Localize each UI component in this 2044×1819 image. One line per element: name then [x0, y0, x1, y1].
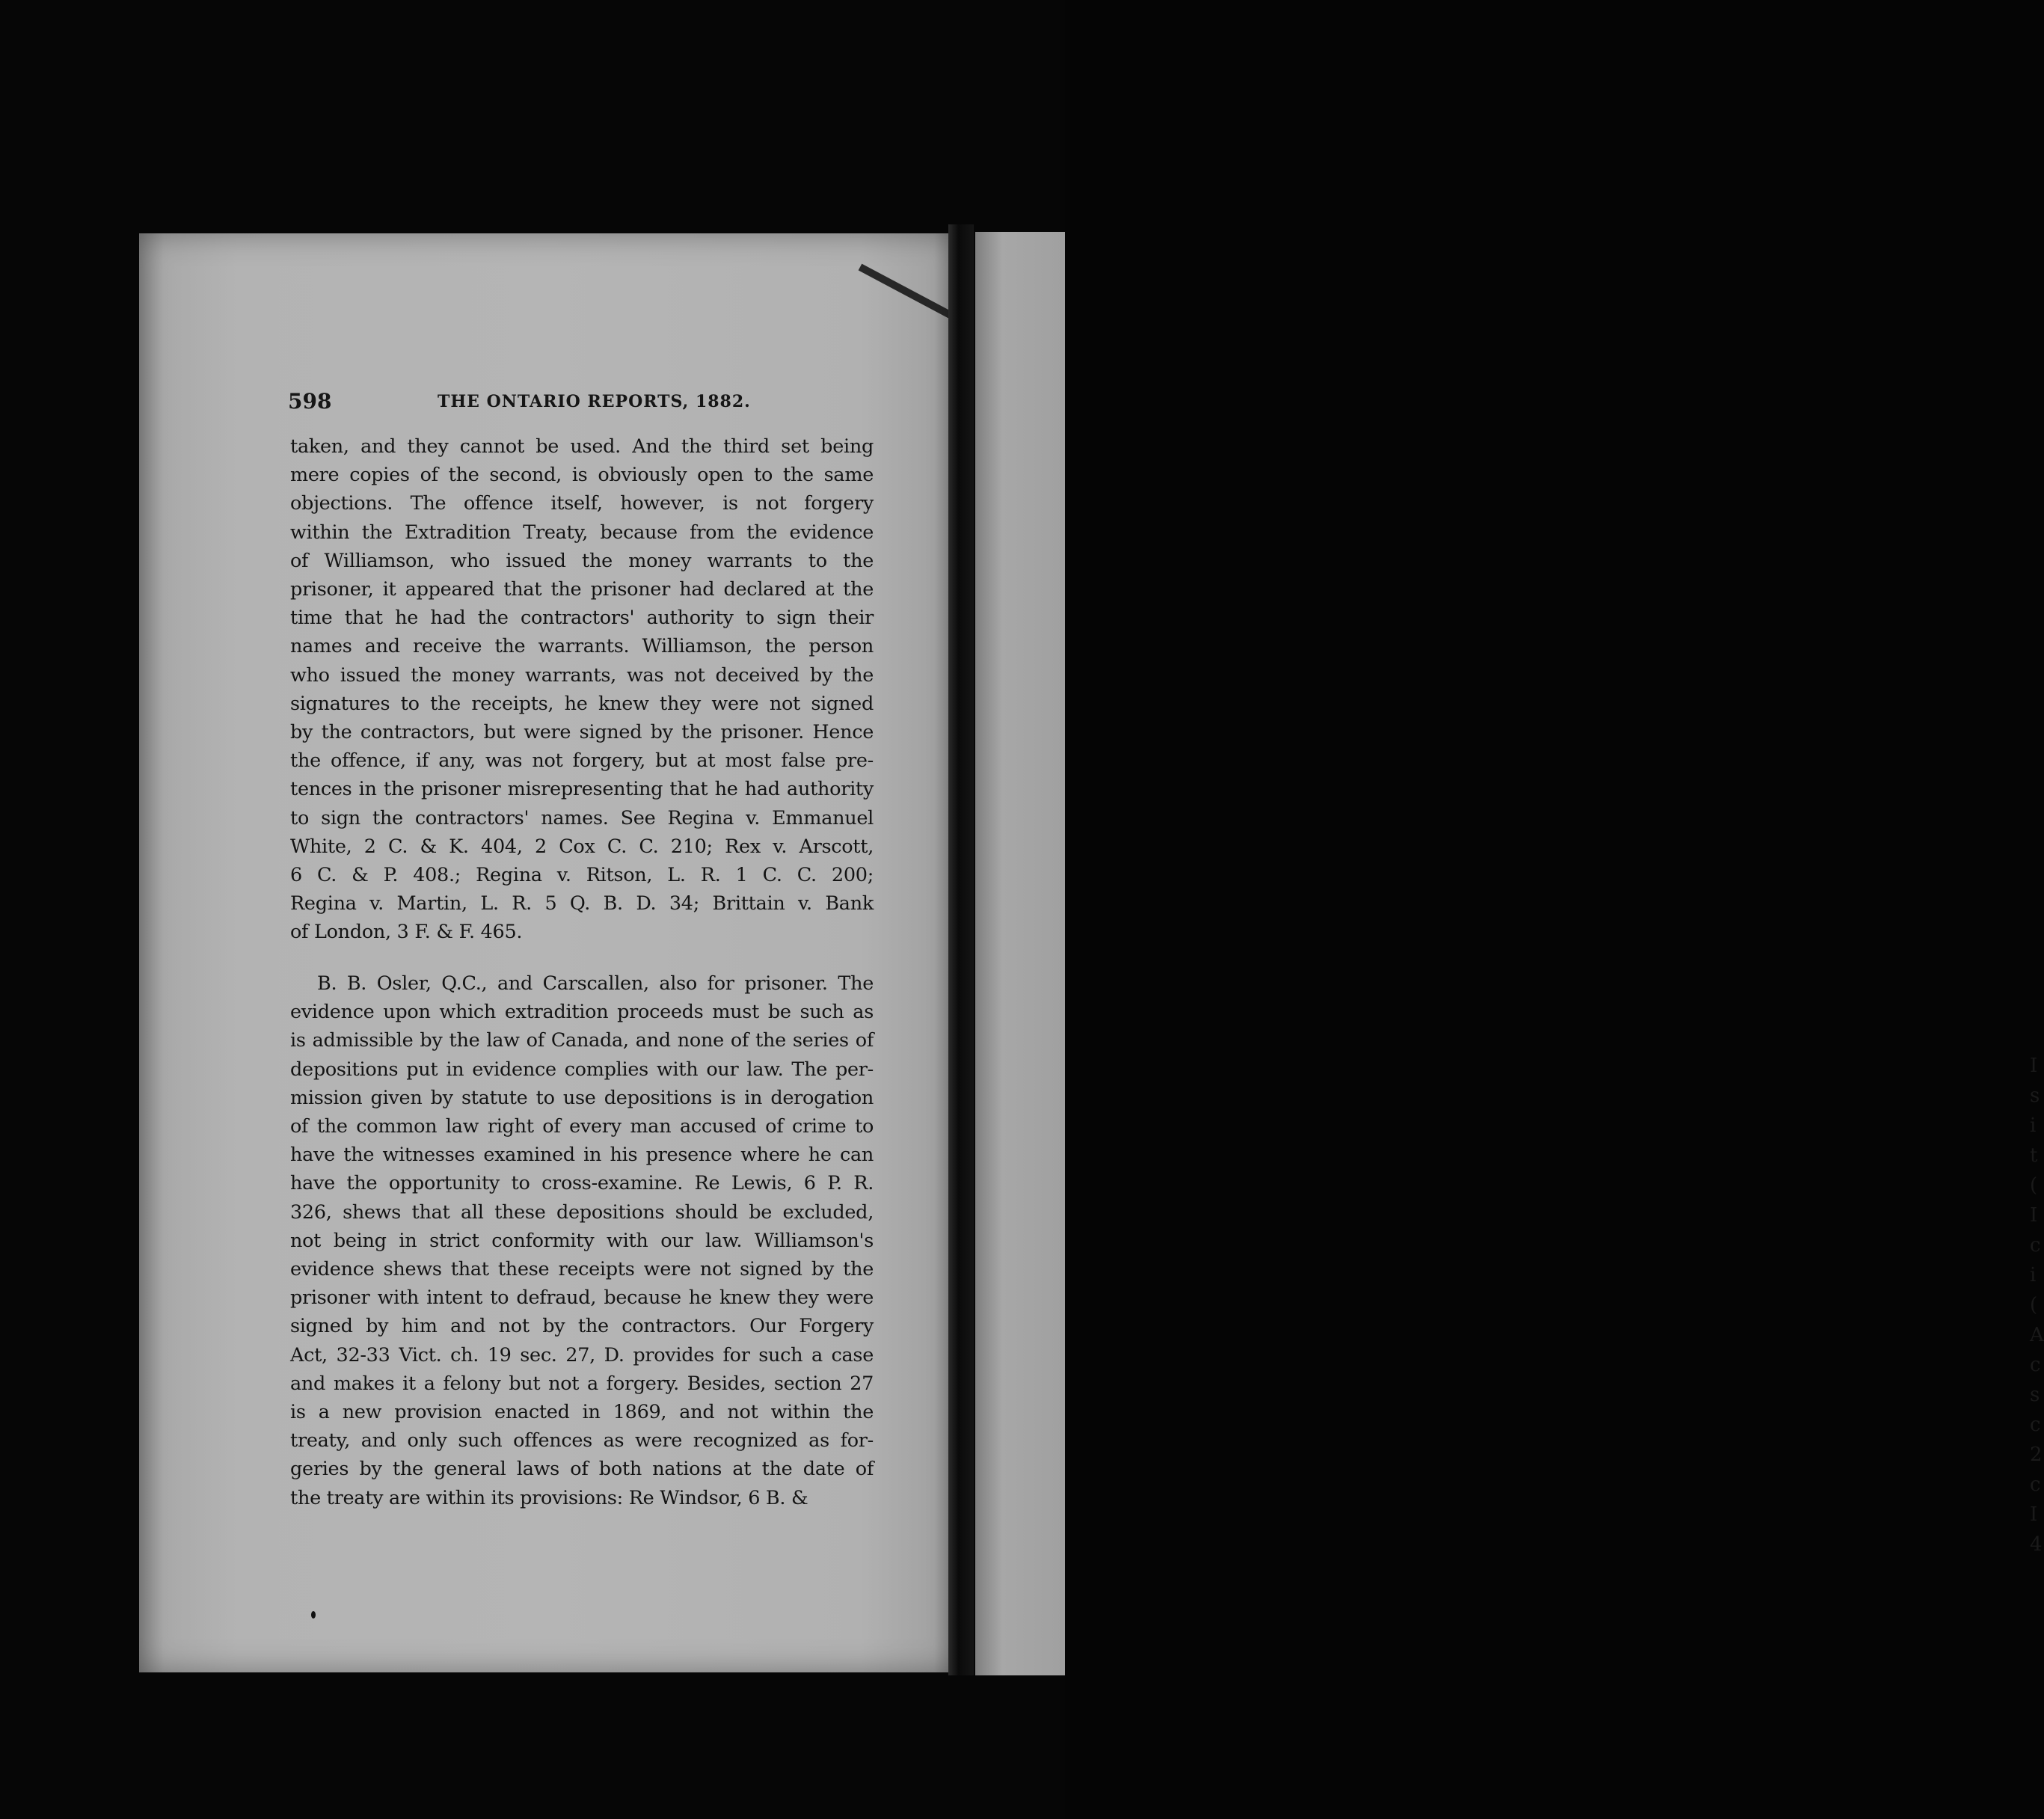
counsel-argument-paragraph: [290, 969, 874, 1512]
text-line: have the witnesses examined in his presence where he can: [290, 1144, 874, 1167]
text-line: is admissible by the law of Canada, and none of the series of: [290, 1029, 874, 1052]
adjacent-page-glyph: c: [2030, 1234, 2041, 1257]
adjacent-page-glyph: (: [2030, 1294, 2038, 1316]
adjacent-page-glyph: c: [2030, 1473, 2041, 1496]
text-line: within the Extradition Treaty, because from the evidence: [290, 521, 874, 544]
running-title: THE ONTARIO REPORTS, 1882.: [438, 392, 751, 411]
text-line: the offence, if any, was not forgery, but at most false pre-: [290, 749, 874, 773]
text-line: B. B. Osler, Q.C., and Carscallen, also for prisoner. The: [317, 972, 874, 995]
text-line: evidence shews that these receipts were not signed by the: [290, 1258, 874, 1281]
text-line: prisoner, it appeared that the prisoner had declared at the: [290, 578, 874, 601]
adjacent-page-glyph: t: [2030, 1144, 2038, 1167]
adjacent-page-glyph: (: [2030, 1174, 2038, 1197]
adjacent-page-edge-text: [2028, 232, 2044, 1675]
adjacent-page-glyph: s: [2030, 1384, 2040, 1406]
adjacent-page-glyph: A: [2030, 1324, 2044, 1346]
text-line: signed by him and not by the contractors. Our Forgery: [290, 1315, 874, 1338]
text-line: geries by the general laws of both nations at the date of: [290, 1458, 874, 1481]
text-line: and makes it a felony but not a forgery. Besides, section 27: [290, 1372, 874, 1395]
text-line: of the common law right of every man accused of crime to: [290, 1115, 874, 1138]
adjacent-page-glyph: I: [2030, 1503, 2038, 1526]
text-line: by the contractors, but were signed by the prisoner. Hence: [290, 721, 874, 744]
text-line: Act, 32-33 Vict. ch. 19 sec. 27, D. provides for such a case: [290, 1343, 874, 1366]
adjacent-page-glyph: 2: [2030, 1444, 2043, 1466]
adjacent-page-glyph: c: [2030, 1354, 2041, 1376]
text-line: Regina v. Martin, L. R. 5 Q. B. D. 34; Brittain v. Bank: [290, 892, 874, 915]
text-line: evidence upon which extradition proceeds must be such as: [290, 1001, 874, 1024]
text-line: time that he had the contractors' authority to sign their: [290, 607, 874, 630]
ink-speck: [311, 1611, 316, 1619]
text-line: who issued the money warrants, was not deceived by the: [290, 663, 874, 687]
adjacent-page-glyph: i: [2030, 1114, 2037, 1137]
text-line: the treaty are within its provisions: Re Windsor, 6 B. &: [290, 1486, 808, 1509]
text-line: have the opportunity to cross-examine. Re Lewis, 6 P. R.: [290, 1172, 874, 1195]
adjacent-page-glyph: i: [2030, 1264, 2037, 1286]
adjacent-page-glyph: I: [2030, 1204, 2038, 1227]
text-line: to sign the contractors' names. See Regina v. Emmanuel: [290, 806, 874, 829]
text-line: not being in strict conformity with our law. Williamson's: [290, 1229, 874, 1252]
adjacent-page-glyph: 4: [2030, 1533, 2043, 1556]
text-line: White, 2 C. & K. 404, 2 Cox C. C. 210; Rex v. Arscott,: [290, 835, 874, 858]
text-line: taken, and they cannot be used. And the third set being: [290, 435, 874, 458]
adjacent-page: [975, 232, 2044, 1675]
adjacent-page-glyph: I: [2030, 1055, 2038, 1077]
adjacent-page-glyph: c: [2030, 1414, 2041, 1436]
text-line: 326, shews that all these depositions should be excluded,: [290, 1200, 874, 1224]
text-line: of London, 3 F. & F. 465.: [290, 921, 523, 944]
text-line: treaty, and only such offences as were recognized as for-: [290, 1429, 874, 1453]
text-line: prisoner with intent to defraud, because he knew they were: [290, 1286, 874, 1310]
book-gutter: [948, 224, 974, 1675]
text-line: depositions put in evidence complies with our law. The per-: [290, 1058, 874, 1081]
adjacent-page-glyph: s: [2030, 1085, 2040, 1107]
page-number: 598: [288, 389, 332, 414]
text-line: 6 C. & P. 408.; Regina v. Ritson, L. R. 1 C. C. 200;: [290, 864, 874, 887]
text-line: tences in the prisoner misrepresenting that he had authority: [290, 778, 874, 801]
text-line: of Williamson, who issued the money warrants to the: [290, 549, 874, 572]
text-line: mission given by statute to use depositions is in derogation: [290, 1086, 874, 1109]
argument-paragraph: [290, 432, 874, 947]
text-line: names and receive the warrants. Williamson, the person: [290, 635, 874, 658]
text-line: mere copies of the second, is obviously open to the same: [290, 464, 874, 487]
text-line: is a new provision enacted in 1869, and not within the: [290, 1401, 874, 1424]
text-line: objections. The offence itself, however, is not forgery: [290, 492, 874, 515]
text-line: signatures to the receipts, he knew they were not signed: [290, 692, 874, 715]
